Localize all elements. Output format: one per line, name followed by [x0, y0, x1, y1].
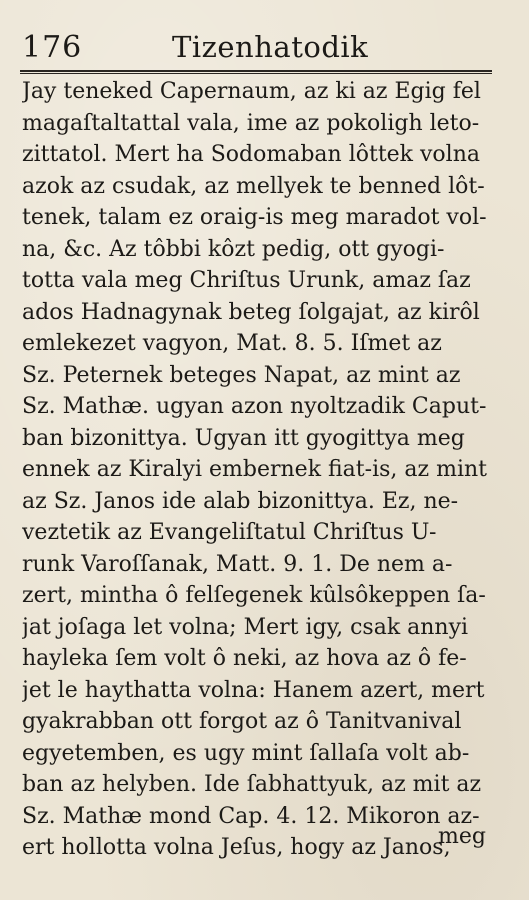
- text-line: totta vala meg Chriſtus Urunk, amaz ſaz: [22, 268, 471, 293]
- text-line: Jay teneked Capernaum, az ki az Egig fel: [22, 79, 481, 104]
- header-rule: [20, 70, 492, 74]
- text-line: runk Varoſſanak, Matt. 9. 1. De nem a-: [22, 551, 453, 577]
- text-line: zert, mintha ô felſegenek kûlsôkeppen ſa-: [22, 583, 486, 608]
- text-line: veztetik az Evangeliſtatul Chriſtus U-: [22, 520, 437, 545]
- text-line: na, &c. Az tôbbi kôzt pedig, ott gyogi-: [22, 236, 445, 262]
- text-line: egyetemben, es ugy mint ſallaſa volt ab-: [22, 740, 470, 766]
- text-line: hayleka ſem volt ô neki, az hova az ô fe-: [22, 646, 467, 671]
- text-line: ennek az Kiralyi embernek fiat-is, az mint: [22, 457, 487, 482]
- text-line: tenek, talam ez oraig-is meg maradot vol-: [22, 205, 487, 230]
- text-line: jet le haythatta volna: Hanem azert, mert: [22, 677, 485, 703]
- text-line: azok az csudak, az mellyek te benned lôt-: [22, 173, 485, 199]
- text-line: ban az helyben. Ide ſabhattyuk, az mit az: [22, 772, 482, 797]
- text-line: zittatol. Mert ha Sodomaban lôttek volna: [22, 142, 480, 167]
- text-line: gyakrabban ott forgot az ô Tanitvanival: [22, 709, 462, 734]
- body-text: [22, 76, 494, 864]
- page-number: 176: [22, 30, 83, 65]
- text-line: ert hollotta volna Jeſus, hogy az Janos,: [22, 835, 451, 860]
- catchword: meg: [438, 824, 486, 849]
- text-line: magaſtaltattal vala, ime az pokoligh leto-: [22, 110, 480, 136]
- text-line: jat joſaga let volna; Mert igy, csak annyi: [22, 614, 469, 640]
- text-line: ban bizonittya. Ugyan itt gyogittya meg: [22, 425, 465, 451]
- text-line: Sz. Mathæ. ugyan azon nyoltzadik Caput-: [22, 394, 487, 419]
- text-line: ados Hadnagynak beteg ſolgajat, az kirôl: [22, 299, 480, 325]
- text-line: Sz. Peternek beteges Napat, az mint az: [22, 362, 461, 388]
- text-line: az Sz. Janos ide alab bizonittya. Ez, ne-: [22, 488, 459, 514]
- running-head: Tizenhatodik: [172, 30, 369, 64]
- text-line: Sz. Mathæ mond Cap. 4. 12. Mikoron az-: [22, 803, 480, 829]
- text-line: emlekezet vagyon, Mat. 8. 5. Iſmet az: [22, 331, 442, 356]
- page-header: [22, 28, 492, 68]
